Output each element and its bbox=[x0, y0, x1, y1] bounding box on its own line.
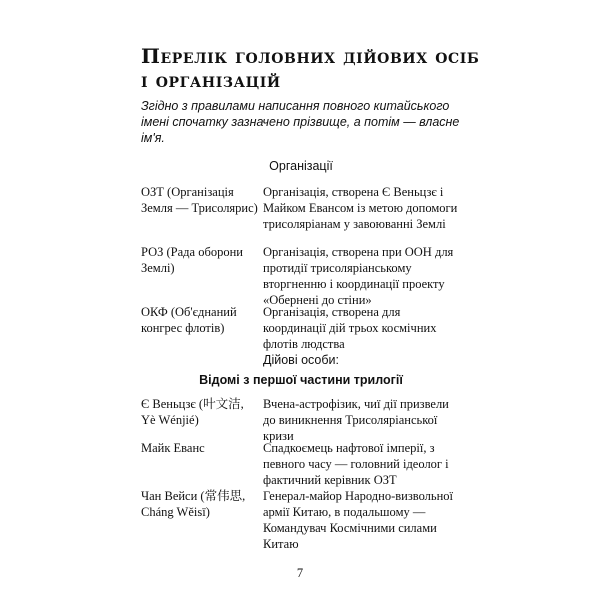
page-title-line-2: і організацій bbox=[141, 68, 281, 92]
org-term-roz: РОЗ (Рада оборони Землі) bbox=[141, 245, 243, 275]
org-term-okf: ОКФ (Об'єднаний конгрес флотів) bbox=[141, 305, 237, 335]
characters-heading: Дійові особи: bbox=[263, 353, 339, 367]
page-number: 7 bbox=[296, 566, 304, 580]
org-desc-okf: Організація, створена для координації дій трьох космічних флотів людства bbox=[263, 305, 437, 351]
character-desc-ye-wenjie: Вчена-астрофізик, чиї дії призвели до виникнення Трисоляріанської кризи bbox=[263, 397, 449, 443]
org-desc-ozt: Організація, створена Є Веньцзє і Майком Евансом із метою допомоги трисоляріанам у завоюванні Землі bbox=[263, 185, 458, 231]
characters-subheading: Відомі з першої частини трилогії bbox=[199, 373, 403, 387]
intro-paragraph: Згідно з правилами написання повного китайського імені спочатку зазначено прізвище, а потім — власне ім'я. bbox=[141, 99, 460, 145]
page-title-line-1: Перелік головних дійових осіб bbox=[141, 44, 480, 68]
org-term-ozt: ОЗТ (Організація Земля — Трисолярис) bbox=[141, 185, 258, 215]
character-desc-chang-weisi: Генерал-майор Народно-визвольної армії Китаю, в подальшому — Командувач Космічними силами Китаю bbox=[263, 489, 454, 551]
character-term-chang-weisi: Чан Вейси (常伟思, Cháng Wěisī) bbox=[141, 489, 246, 519]
org-desc-roz: Організація, створена при ООН для протидії трисоляріанському вторгненню і координації проекту «Обернені до стіни» bbox=[263, 245, 454, 307]
character-desc-mike-evans: Спадкоємець нафтової імперії, з певного часу — головний ідеолог і фактичний керівник ОЗТ bbox=[263, 441, 449, 487]
character-term-mike-evans: Майк Еванс bbox=[141, 441, 205, 455]
organizations-heading: Організації bbox=[269, 159, 333, 173]
character-term-ye-wenjie: Є Веньцзє (叶文洁, Yè Wénjié) bbox=[141, 397, 244, 427]
page-title bbox=[141, 44, 481, 92]
